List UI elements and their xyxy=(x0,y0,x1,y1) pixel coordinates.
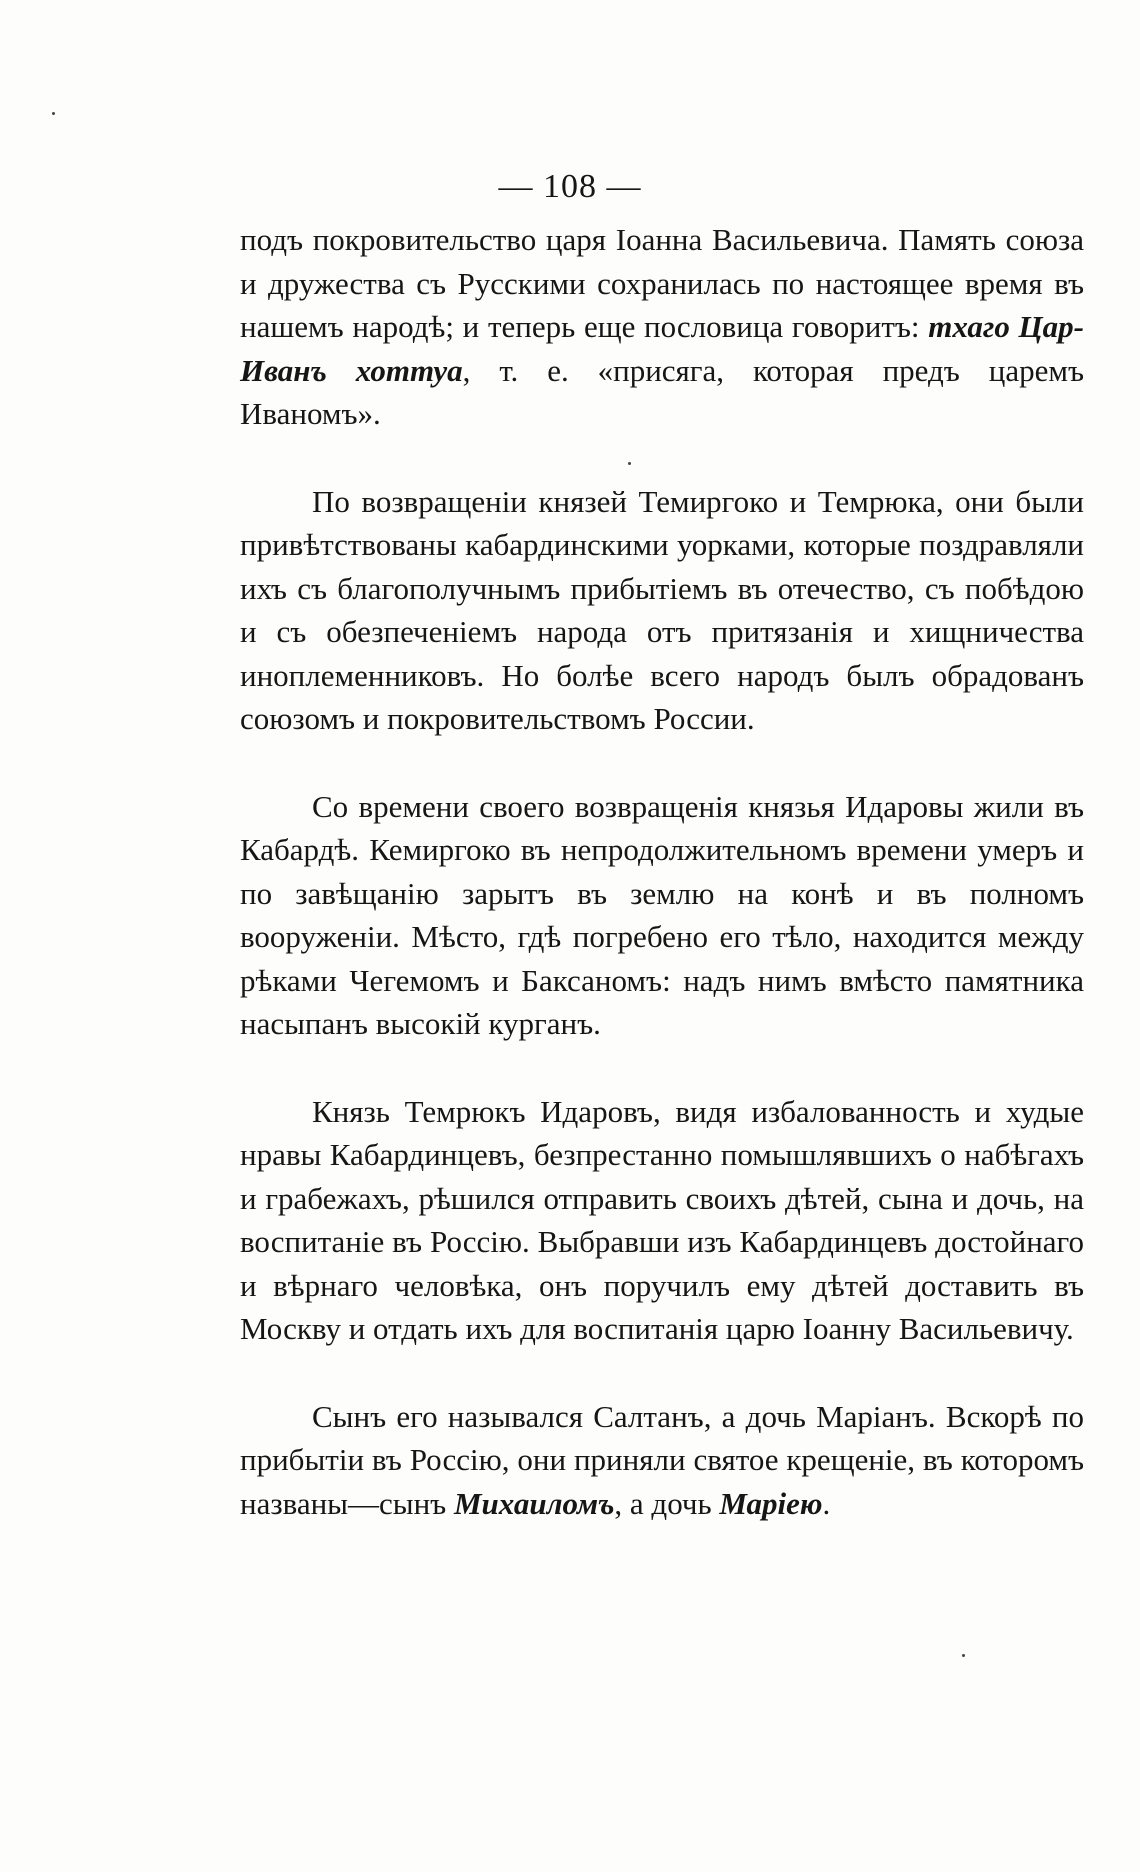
paragraph-5-italic-daughter-name: Маріею xyxy=(719,1485,823,1521)
paragraph-2: По возвращеніи князей Темиргоко и Темрюка, они были привѣтствованы кабардинскими уорками, которые поздравляли ихъ съ благополучнымъ прибытіемъ въ отечество, съ побѣдою и съ обезпеченіемъ народа отъ притязанія и хищничества иноплеменниковъ. Но болѣе всего народъ былъ обрадованъ союзомъ и покровительствомъ России. xyxy=(240,483,1084,736)
page-number: — 108 — xyxy=(498,168,642,205)
paragraph-5-text-b: , а дочь xyxy=(614,1485,720,1521)
paragraph-5-text-c: . xyxy=(822,1485,831,1521)
paragraph-4: Князь Темрюкъ Идаровъ, видя избалованность и худые нравы Кабардинцевъ, безпрестанно помышлявшихъ о набѣгахъ и грабежахъ, рѣшился отправить своихъ дѣтей, сына и дочь, на воспитаніе въ Россію. Выбравши изъ Кабардинцевъ достойнаго и вѣрнаго человѣка, онъ поручилъ ему дѣтей доставить въ Москву и отдать ихъ для воспитанія царю Іоанну Васильевичу. xyxy=(240,1093,1084,1346)
paragraph-1-italic-proverb: тхаго Цар-Иванъ хоттуа xyxy=(240,309,1084,388)
print-speck xyxy=(962,1654,965,1657)
paragraph-5-text-a: Сынъ его назывался Салтанъ, а дочь Маріанъ. Вскорѣ по прибытіи въ Россію, они приняли святое крещеніе, въ которомъ названы—сынъ xyxy=(240,1398,1084,1521)
paragraph-1-text-b: , т. е. «присяга, которая предъ царемъ Иваномъ». xyxy=(240,352,1084,431)
paragraph-5 xyxy=(240,1395,1084,1526)
paragraph-1-text-a: подъ покровительство царя Іоанна Васильевича. Память союза и дружества съ Русскими сохранилась по настоящее время въ нашемъ народѣ; и теперь еще пословица говоритъ: xyxy=(240,222,1084,344)
body-text xyxy=(240,218,1084,1525)
paragraph-3: Со времени своего возвращенія князья Идаровы жили въ Кабардѣ. Кемиргоко въ непродолжительномъ времени умеръ и по завѣщанію зарытъ въ землю на конѣ и въ полномъ вооруженіи. Мѣсто, гдѣ погребено его тѣло, находится между рѣками Чегемомъ и Баксаномъ: надъ нимъ вмѣсто памятника насыпанъ высокій курганъ. xyxy=(240,788,1084,1041)
paragraph-1 xyxy=(240,218,1084,436)
print-speck xyxy=(52,112,55,115)
paragraph-5-italic-son-name: Михаиломъ xyxy=(453,1485,615,1521)
print-speck xyxy=(628,462,631,465)
